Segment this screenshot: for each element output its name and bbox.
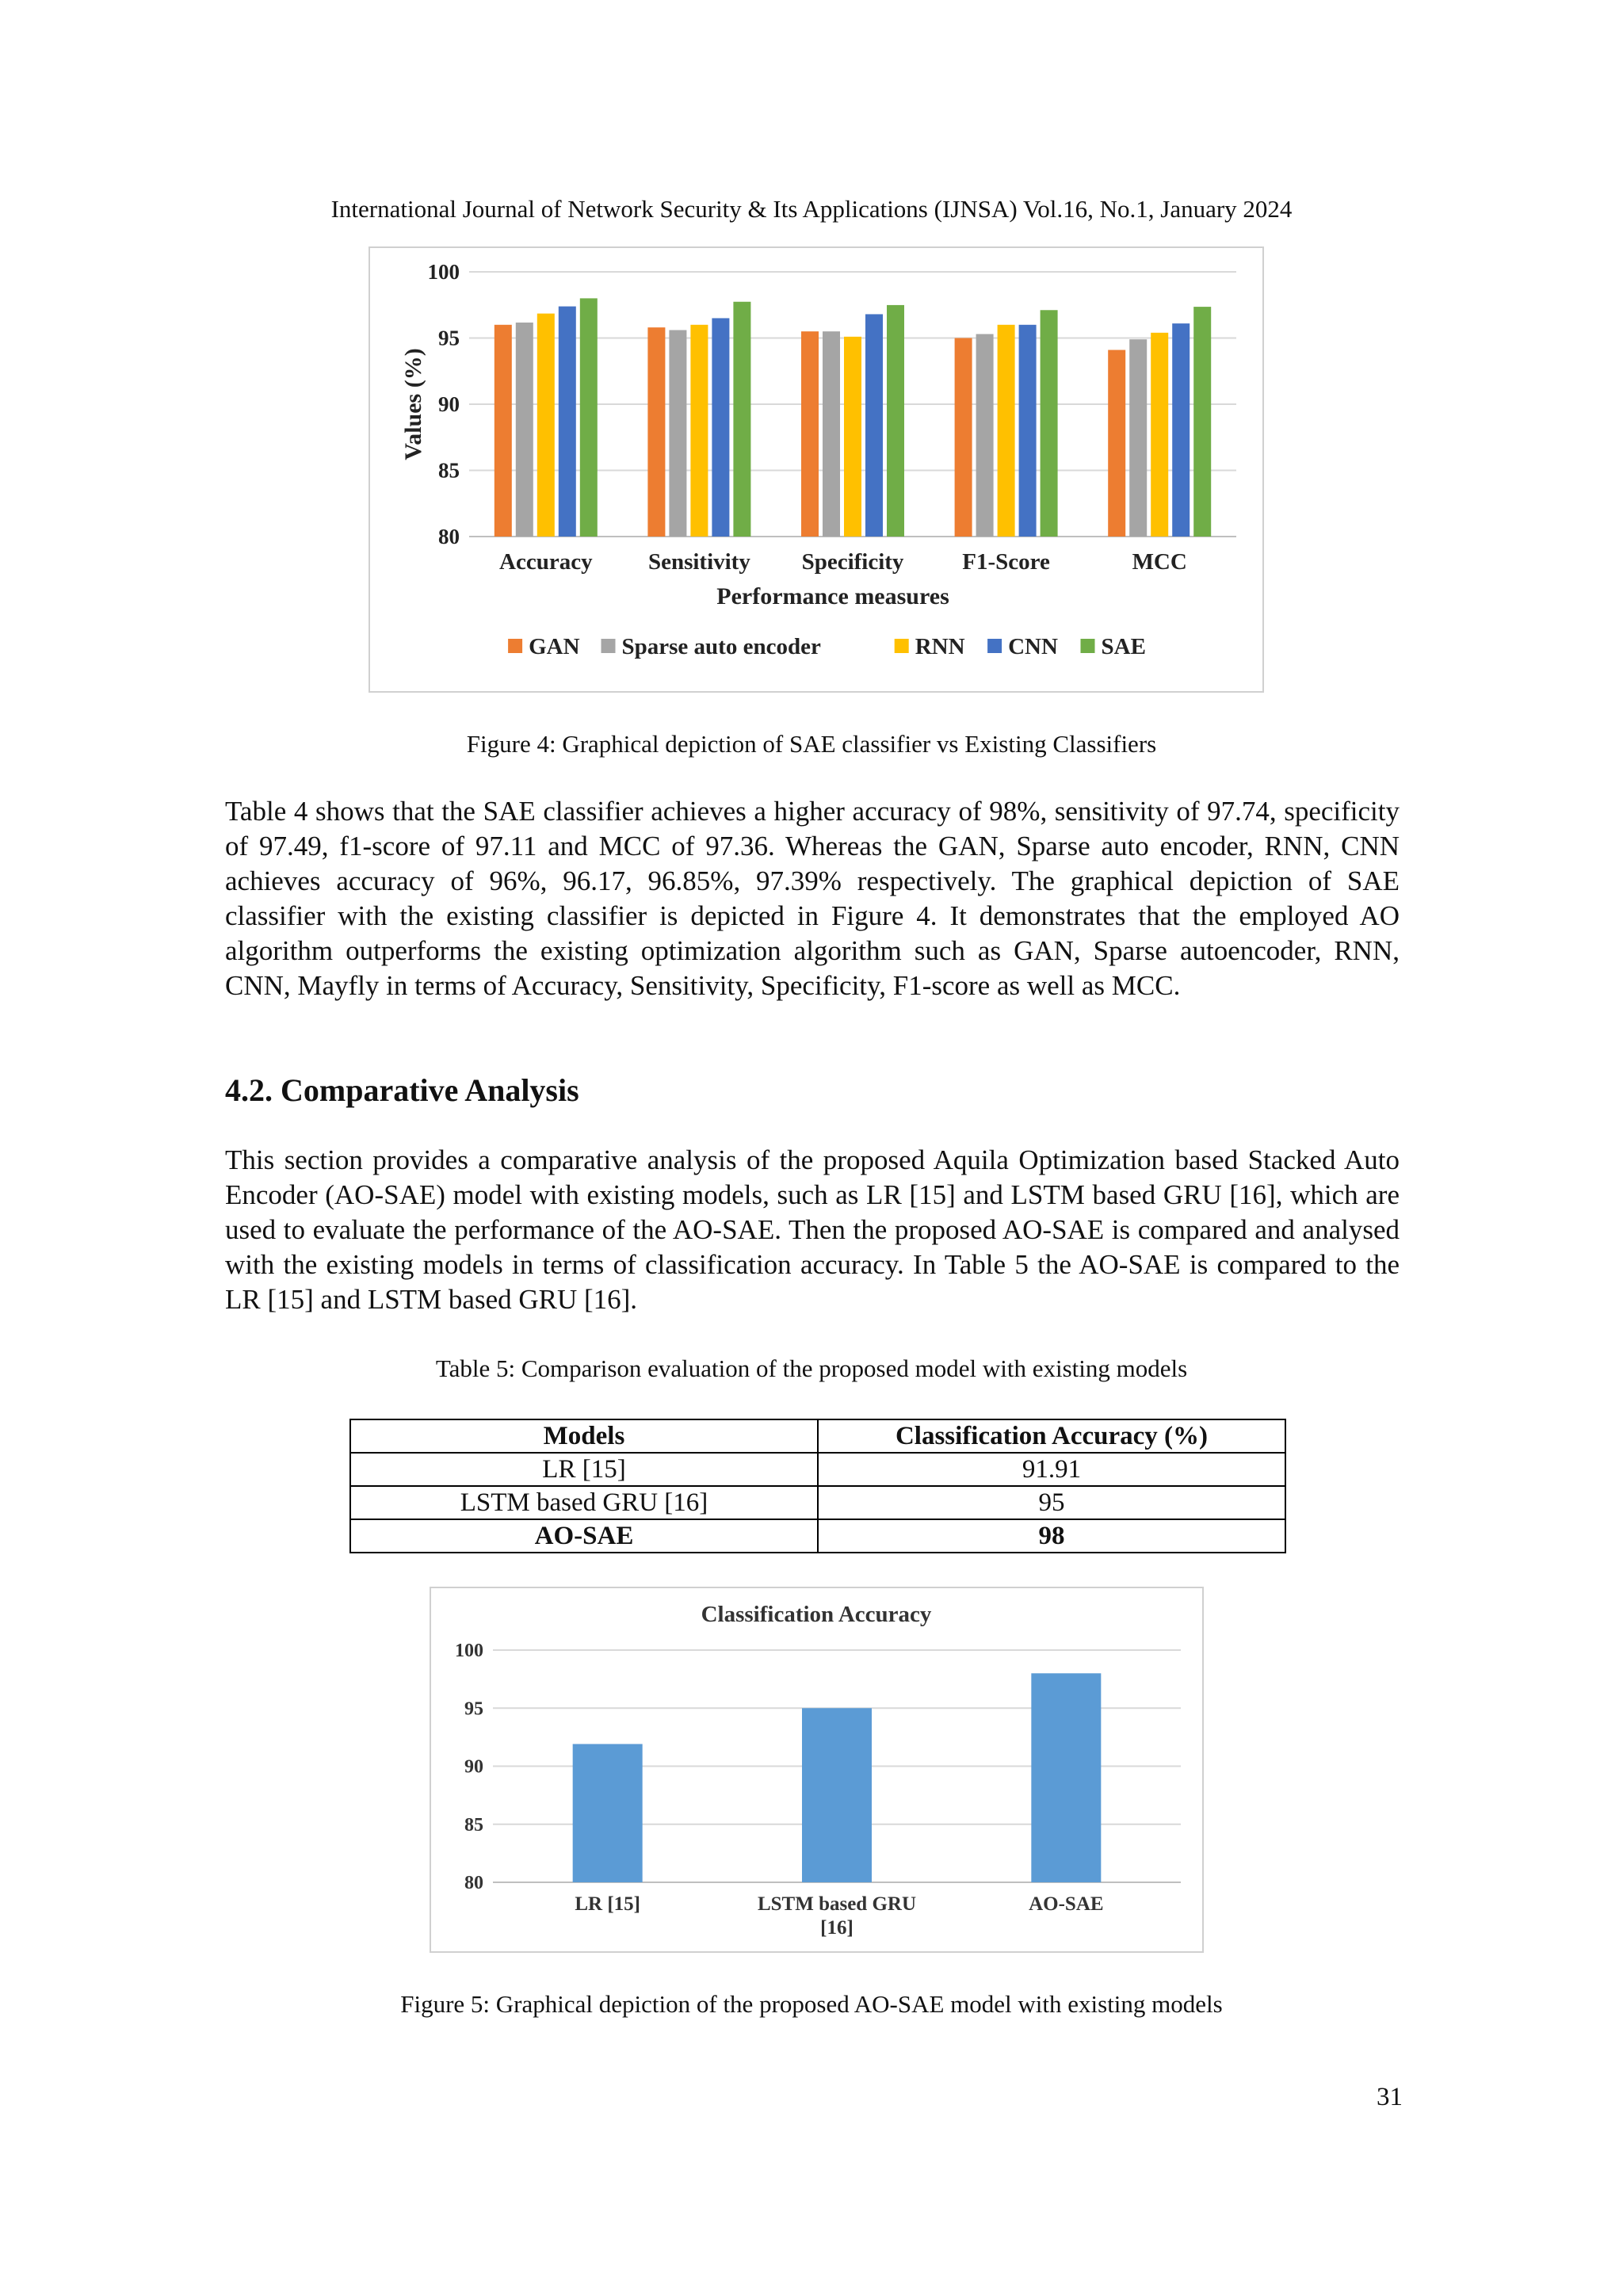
x-tick-label: MCC — [1132, 549, 1187, 575]
legend-label: Sparse auto encoder — [621, 634, 821, 659]
bar-gan — [1108, 350, 1125, 537]
y-tick-label: 95 — [464, 1698, 483, 1720]
table-row — [350, 1453, 1285, 1486]
bar-rnn — [537, 314, 555, 537]
bar-cnn — [1172, 323, 1190, 537]
y-axis-title: Values (%) — [400, 348, 426, 460]
bar-cnn — [712, 318, 729, 537]
y-tick-label: 80 — [438, 525, 460, 548]
legend-swatch — [987, 639, 1002, 653]
figure4-chart-svg — [370, 248, 1262, 691]
table-cell-accuracy: 98 — [818, 1519, 1285, 1553]
table5 — [349, 1419, 1286, 1553]
x-tick-label: LR [15] — [575, 1893, 640, 1915]
figure5-caption: Figure 5: Graphical depiction of the proposed AO-SAE model with existing models — [400, 1990, 1223, 2018]
legend-label: RNN — [915, 634, 965, 659]
bar-cnn — [559, 307, 576, 537]
x-tick-label: Accuracy — [499, 549, 593, 575]
y-tick-label: 85 — [438, 458, 460, 483]
figure5-chart-svg — [431, 1588, 1202, 1951]
bar-sae — [887, 305, 904, 537]
bar-rnn — [1151, 333, 1168, 537]
table5-caption: Table 5: Comparison evaluation of the proposed model with existing models — [435, 1354, 1188, 1382]
legend-label: SAE — [1101, 634, 1146, 659]
y-tick-label: 85 — [464, 1814, 483, 1836]
table-row — [350, 1519, 1285, 1553]
x-tick-label: [16] — [820, 1917, 854, 1939]
bar-gan — [801, 331, 819, 537]
bar-sae — [580, 298, 598, 537]
legend-swatch — [895, 639, 909, 653]
bar-sae — [1041, 310, 1058, 537]
table-cell-model: AO-SAE — [350, 1519, 818, 1553]
bar — [1031, 1673, 1101, 1882]
legend — [508, 634, 1146, 659]
bar-gan — [495, 325, 512, 537]
bar-sparse-auto-encoder — [516, 323, 533, 537]
bar — [802, 1708, 872, 1882]
legend-swatch — [508, 639, 522, 653]
legend-swatch — [1081, 639, 1095, 653]
x-axis-title: Performance measures — [716, 583, 949, 609]
bar-rnn — [844, 337, 861, 537]
y-tick-label: 100 — [427, 260, 460, 284]
bar-sparse-auto-encoder — [976, 334, 994, 537]
chart-title: Classification Accuracy — [701, 1602, 932, 1627]
legend-label: CNN — [1008, 634, 1058, 659]
bar-sparse-auto-encoder — [669, 330, 686, 537]
x-tick-label: Sensitivity — [647, 549, 750, 575]
table-cell-accuracy: 95 — [818, 1486, 1285, 1519]
table-cell-model: LR [15] — [350, 1453, 818, 1486]
journal-header: International Journal of Network Security & Its Applications (IJNSA) Vol.16, No.1, January 2024 — [330, 195, 1293, 223]
legend-label: GAN — [529, 634, 580, 659]
figure4-caption: Figure 4: Graphical depiction of SAE classifier vs Existing Classifiers — [466, 730, 1157, 758]
bar-gan — [955, 338, 972, 537]
bar-cnn — [865, 314, 883, 537]
bar — [573, 1744, 643, 1882]
x-tick-label: F1-Score — [962, 549, 1050, 575]
x-tick-label: AO-SAE — [1029, 1893, 1104, 1915]
table-cell-model: LSTM based GRU [16] — [350, 1486, 818, 1519]
bar-cnn — [1019, 325, 1037, 537]
bar-sparse-auto-encoder — [823, 331, 840, 537]
bar-rnn — [690, 325, 708, 537]
table-cell-accuracy: 91.91 — [818, 1453, 1285, 1486]
paragraph-results: Table 4 shows that the SAE classifier achieves a higher accuracy of 98%, sensitivity of 97.74, specificity of 97.49, f1-score of 97.11 and MCC of 97.36. Whereas the GAN, Sparse auto encoder, RNN, CNN achieves accuracy of 96%, 96.17, 96.85%, 97.39% respectively. The graphical depiction of SAE classifier with the existing classifier is depicted in Figure 4. It demonstrates that the employed AO algorithm outperforms the existing optimization algorithm such as GAN, Sparse autoencoder, RNN, CNN, Mayfly in terms of Accuracy, Sensitivity, Specificity, F1-score as well as MCC. — [225, 796, 1400, 1001]
table-header-models: Models — [350, 1419, 818, 1453]
table-row — [350, 1486, 1285, 1519]
x-tick-label: Specificity — [801, 549, 904, 575]
y-tick-label: 80 — [464, 1873, 483, 1893]
bar-sparse-auto-encoder — [1129, 339, 1147, 537]
section-title: 4.2. Comparative Analysis — [225, 1072, 579, 1108]
y-tick-label: 90 — [438, 392, 460, 416]
bar-rnn — [998, 325, 1015, 537]
legend-swatch — [601, 639, 616, 653]
bar-sae — [733, 302, 750, 537]
figure5-chart — [430, 1587, 1204, 1953]
table-header-accuracy: Classification Accuracy (%) — [818, 1419, 1285, 1453]
bar-sae — [1193, 307, 1211, 537]
y-tick-label: 95 — [438, 326, 460, 350]
page-number: 31 — [1377, 2083, 1403, 2111]
paragraph-comparative: This section provides a comparative analysis of the proposed Aquila Optimization based Stacked Auto Encoder (AO-SAE) model with existing models, such as LR [15] and LSTM based GRU [16], which are used to evaluate the performance of the AO-SAE. Then the proposed AO-SAE is compared and analysed with the existing models in terms of classification accuracy. In Table 5 the AO-SAE is compared to the LR [15] and LSTM based GRU [16]. — [225, 1144, 1400, 1315]
bar-gan — [647, 327, 665, 537]
table-header-row — [350, 1419, 1285, 1453]
y-tick-label: 100 — [455, 1641, 483, 1661]
x-tick-label: LSTM based GRU — [757, 1893, 917, 1915]
y-tick-label: 90 — [464, 1756, 483, 1778]
figure4-chart — [369, 246, 1264, 693]
